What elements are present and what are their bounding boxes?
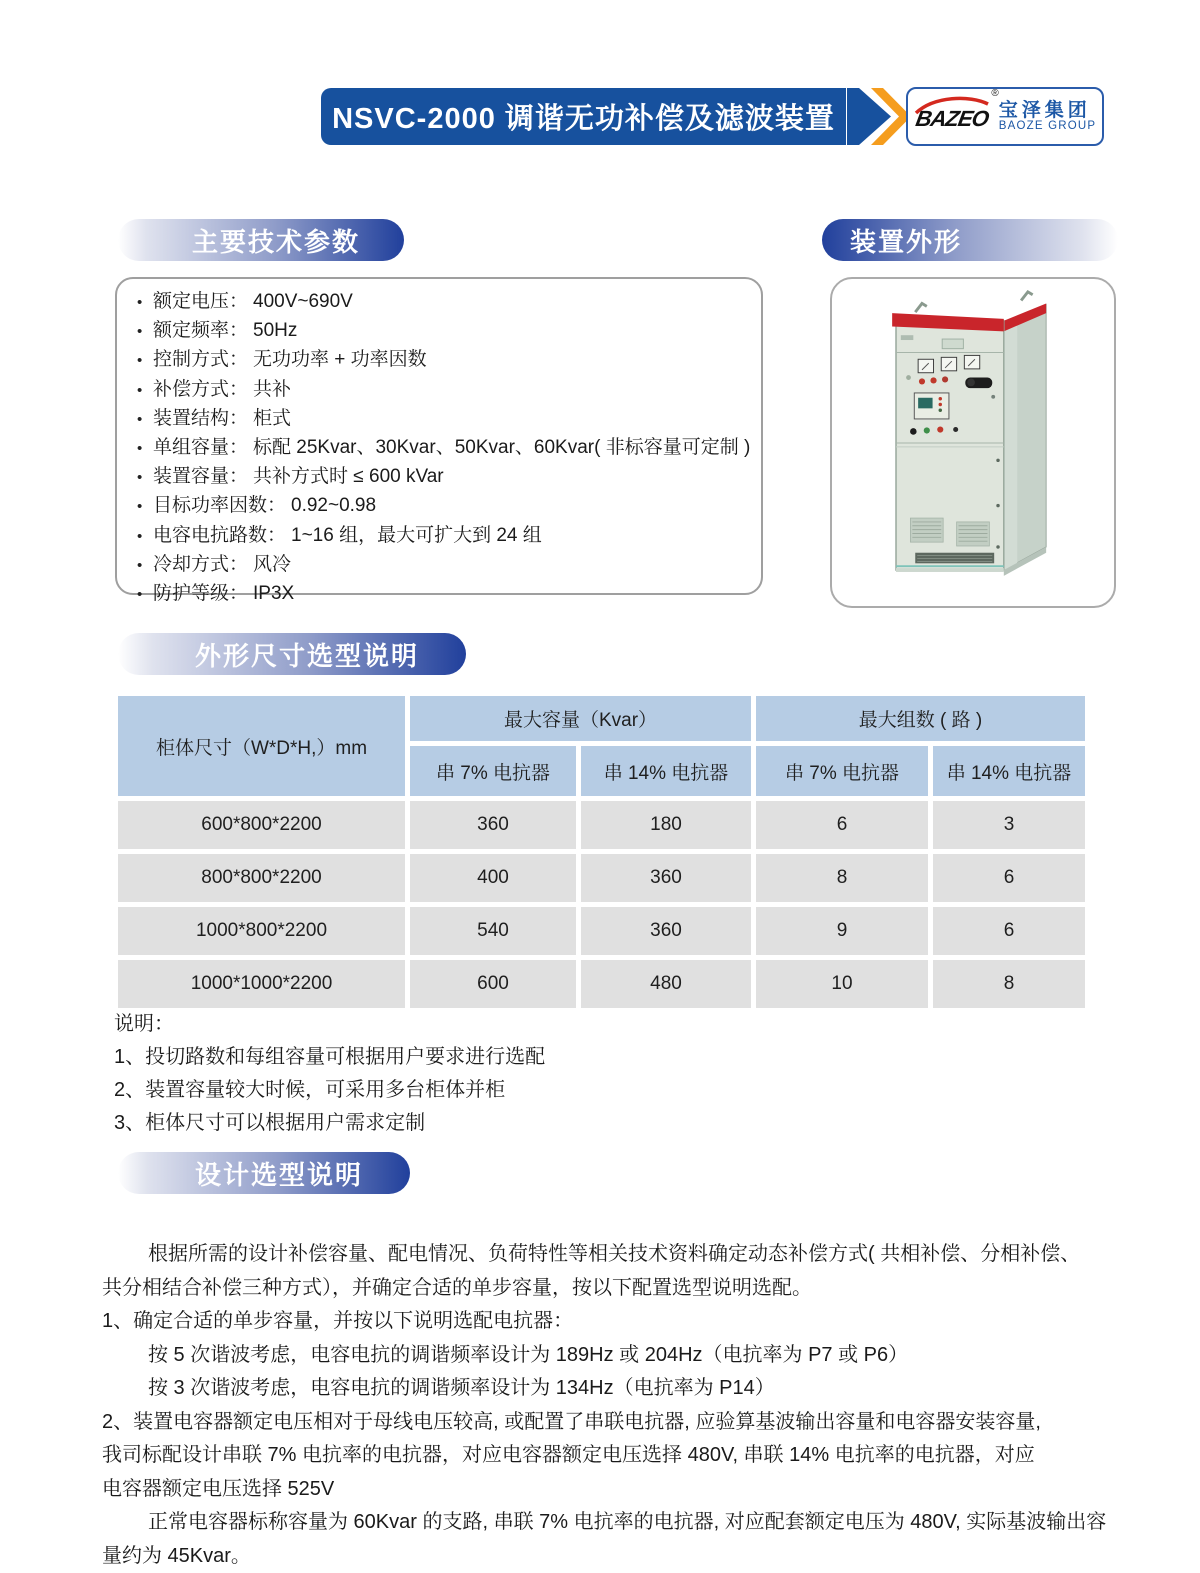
column-group-max-banks: 最大组数 ( 路 ) bbox=[756, 696, 1085, 741]
design-selection-text bbox=[102, 1238, 1110, 1573]
section-header-tech-params bbox=[118, 219, 404, 261]
bullet-icon: • bbox=[137, 318, 153, 346]
table-cell: 8 bbox=[933, 960, 1085, 1008]
column-subheader: 串 14% 电抗器 bbox=[581, 746, 751, 796]
section-title: 设计选型说明 bbox=[195, 1155, 363, 1192]
column-header-size: 柜体尺寸（W*D*H,）mm bbox=[118, 696, 405, 796]
table-cell: 600 bbox=[410, 960, 576, 1008]
table-cell: 6 bbox=[933, 854, 1085, 902]
design-line: 我司标配设计串联 7% 电抗率的电抗器，对应电容器额定电压选择 480V, 串联 14% 电抗率的电抗器，对应 bbox=[102, 1439, 1110, 1473]
design-line: 正常电容器标称容量为 60Kvar 的支路, 串联 7% 电抗率的电抗器, 对应配套额定电压为 480V, 实际基波输出容 bbox=[102, 1506, 1110, 1540]
bazeo-logo-icon bbox=[914, 100, 990, 134]
table-cell: 360 bbox=[581, 907, 751, 955]
design-line: 共分相结合补偿三种方式），并确定合适的单步容量，按以下配置选型说明选配。 bbox=[102, 1272, 1110, 1306]
spec-item: • 额定电压： 400V~690V bbox=[137, 288, 747, 317]
table-cell: 360 bbox=[581, 854, 751, 902]
device-photo-panel bbox=[830, 277, 1116, 608]
title-banner bbox=[321, 88, 846, 145]
table-cell: 3 bbox=[933, 801, 1085, 849]
spec-item: • 装置结构： 柜式 bbox=[137, 405, 747, 434]
table-cell-size: 1000*1000*2200 bbox=[118, 960, 405, 1008]
table-cell: 540 bbox=[410, 907, 576, 955]
company-logo bbox=[906, 87, 1104, 146]
table-cell: 10 bbox=[756, 960, 928, 1008]
table-cell-size: 600*800*2200 bbox=[118, 801, 405, 849]
table-notes bbox=[114, 1008, 545, 1140]
registered-mark-icon: ® bbox=[991, 88, 998, 99]
bullet-icon: • bbox=[137, 581, 153, 609]
spec-item: • 控制方式： 无功功率 + 功率因数 bbox=[137, 346, 747, 375]
section-title: 外形尺寸选型说明 bbox=[195, 636, 419, 673]
design-line: 电容器额定电压选择 525V bbox=[102, 1473, 1110, 1507]
logo-brand-text: BAZEO bbox=[913, 104, 990, 134]
spec-item: • 防护等级： IP3X bbox=[137, 580, 747, 609]
section-title: 主要技术参数 bbox=[192, 222, 360, 259]
logo-company-cn: 宝泽集团 bbox=[999, 101, 1091, 121]
bullet-icon: • bbox=[137, 406, 153, 434]
page-title: NSVC-2000 调谐无功补偿及滤波装置 bbox=[332, 96, 835, 137]
note-line: 3、柜体尺寸可以根据用户需求定制 bbox=[114, 1107, 545, 1140]
table-cell: 9 bbox=[756, 907, 928, 955]
logo-company-en: BAOZE GROUP bbox=[999, 120, 1097, 132]
section-title: 装置外形 bbox=[850, 222, 962, 259]
note-line: 2、装置容量较大时候，可采用多台柜体并柜 bbox=[114, 1074, 545, 1107]
spec-item: • 单组容量： 标配 25Kvar、30Kvar、50Kvar、60Kvar( 非标容量可定制 ) bbox=[137, 434, 747, 463]
column-subheader: 串 7% 电抗器 bbox=[756, 746, 928, 796]
design-line: 1、确定合适的单步容量，并按以下说明选配电抗器： bbox=[102, 1305, 1110, 1339]
table-cell: 400 bbox=[410, 854, 576, 902]
bullet-icon: • bbox=[137, 435, 153, 463]
bullet-icon: • bbox=[137, 523, 153, 551]
table-cell: 6 bbox=[933, 907, 1085, 955]
column-group-max-capacity: 最大容量（Kvar） bbox=[410, 696, 751, 741]
column-subheader: 串 7% 电抗器 bbox=[410, 746, 576, 796]
design-line: 按 5 次谐波考虑，电容电抗的调谐频率设计为 189Hz 或 204Hz（电抗率为 P7 或 P6） bbox=[102, 1339, 1110, 1373]
note-line: 1、投切路数和每组容量可根据用户要求进行选配 bbox=[114, 1041, 545, 1074]
spec-item: • 补偿方式： 共补 bbox=[137, 376, 747, 405]
section-header-design bbox=[118, 1152, 410, 1194]
table-cell: 480 bbox=[581, 960, 751, 1008]
cabinet-image bbox=[857, 289, 1089, 597]
table-cell: 360 bbox=[410, 801, 576, 849]
bullet-icon: • bbox=[137, 347, 153, 375]
column-subheader: 串 14% 电抗器 bbox=[933, 746, 1085, 796]
table-cell: 6 bbox=[756, 801, 928, 849]
spec-item: • 电容电抗路数： 1~16 组，最大可扩大到 24 组 bbox=[137, 522, 747, 551]
notes-title: 说明： bbox=[114, 1008, 545, 1041]
table-cell: 180 bbox=[581, 801, 751, 849]
spec-item: • 装置容量： 共补方式时 ≤ 600 kVar bbox=[137, 463, 747, 492]
table-cell-size: 800*800*2200 bbox=[118, 854, 405, 902]
design-line: 根据所需的设计补偿容量、配电情况、负荷特性等相关技术资料确定动态补偿方式( 共相补偿、分相补偿、 bbox=[102, 1238, 1110, 1272]
bullet-icon: • bbox=[137, 289, 153, 317]
dimension-selection-table bbox=[118, 696, 1085, 1008]
spec-item: • 额定频率： 50Hz bbox=[137, 317, 747, 346]
design-line: 按 3 次谐波考虑，电容电抗的调谐频率设计为 134Hz（电抗率为 P14） bbox=[102, 1372, 1110, 1406]
section-header-appearance bbox=[822, 219, 1118, 261]
chevron-right-icon bbox=[847, 88, 911, 145]
spec-item: • 目标功率因数： 0.92~0.98 bbox=[137, 492, 747, 521]
bullet-icon: • bbox=[137, 377, 153, 405]
spec-item: • 冷却方式： 风冷 bbox=[137, 551, 747, 580]
tech-params-panel bbox=[115, 277, 763, 595]
table-cell: 8 bbox=[756, 854, 928, 902]
bullet-icon: • bbox=[137, 552, 153, 580]
bullet-icon: • bbox=[137, 493, 153, 521]
table-cell-size: 1000*800*2200 bbox=[118, 907, 405, 955]
design-line: 量约为 45Kvar。 bbox=[102, 1540, 1110, 1573]
bullet-icon: • bbox=[137, 464, 153, 492]
section-header-dimensions bbox=[118, 633, 466, 675]
design-line: 2、装置电容器额定电压相对于母线电压较高, 或配置了串联电抗器, 应验算基波输出容量和电容器安装容量, bbox=[102, 1406, 1110, 1440]
